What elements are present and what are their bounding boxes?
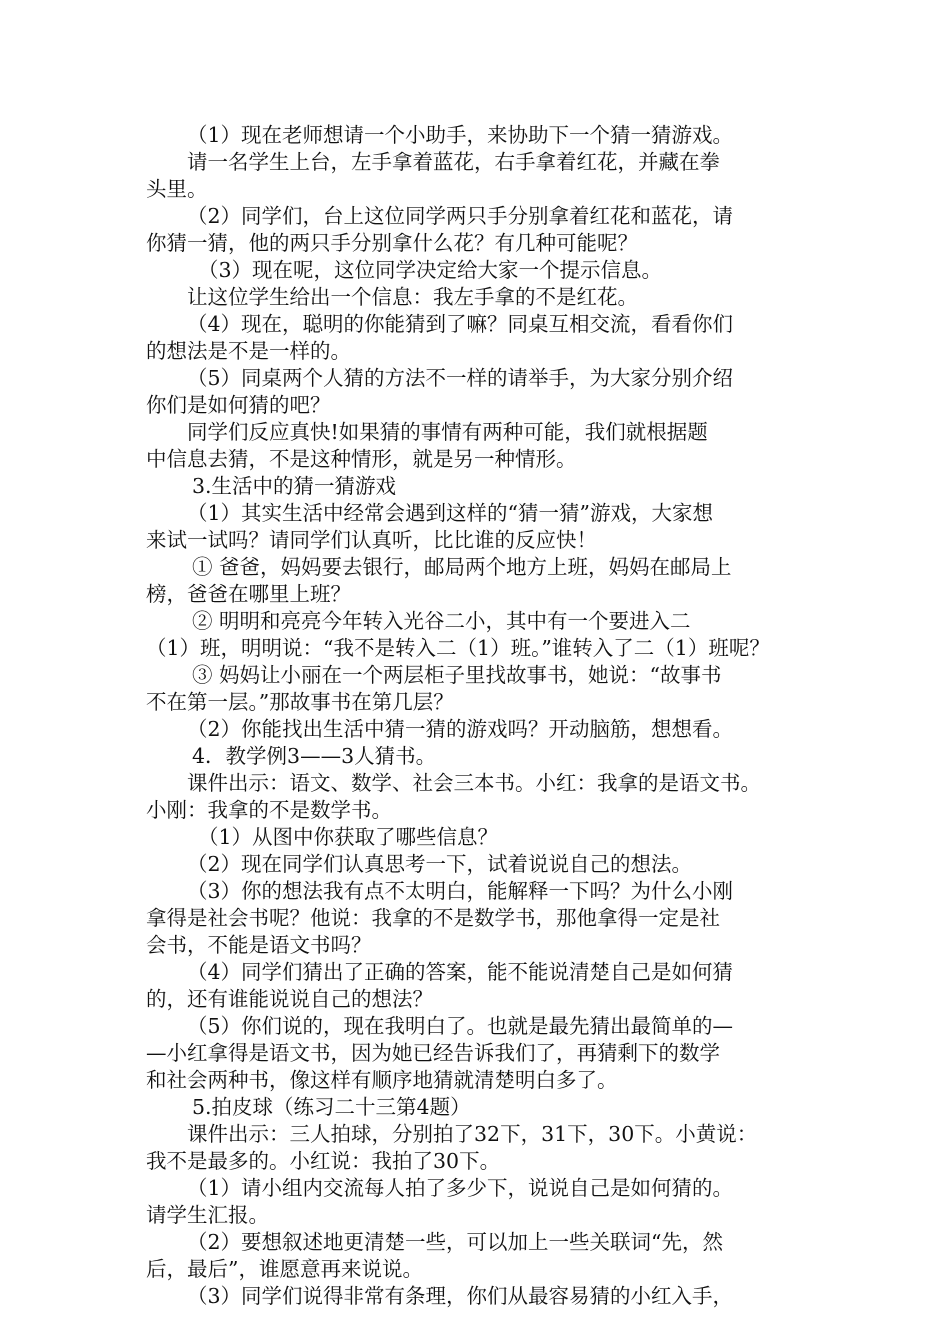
text-line: 来试一试吗？请同学们认真听，比比谁的反应快！ xyxy=(146,528,597,552)
text-line: 小刚：我拿的不是数学书。 xyxy=(146,798,392,822)
text-line: 会书，不能是语文书吗？ xyxy=(146,933,372,957)
text-line: ① 爸爸，妈妈要去银行，邮局两个地方上班，妈妈在邮局上 xyxy=(192,555,732,579)
text-line: （2）同学们，台上这位同学两只手分别拿着红花和蓝花，请 xyxy=(187,204,734,228)
text-line: （3）同学们说得非常有条理，你们从最容易猜的小红入手， xyxy=(187,1284,734,1308)
text-line: （2）要想叙述地更清楚一些，可以加上一些关联词“先，然 xyxy=(187,1230,724,1254)
text-line: 你们是如何猜的吧？ xyxy=(146,393,331,417)
text-line: （1）其实生活中经常会遇到这样的“猜一猜”游戏，大家想 xyxy=(187,501,714,525)
text-line: 的，还有谁能说说自己的想法？ xyxy=(146,987,433,1011)
text-line: 你猜一猜，他的两只手分别拿什么花？有几种可能呢？ xyxy=(146,231,638,255)
text-line: 后，最后”，谁愿意再来说说。 xyxy=(146,1257,423,1281)
text-line: 拿得是社会书呢？他说：我拿的不是数学书，那他拿得一定是社 xyxy=(146,906,720,930)
text-line: 的想法是不是一样的。 xyxy=(146,339,351,363)
text-line: 请学生汇报。 xyxy=(146,1203,269,1227)
text-line: 中信息去猜，不是这种情形，就是另一种情形。 xyxy=(146,447,577,471)
text-line: （4）现在，聪明的你能猜到了嘛？同桌互相交流，看看你们 xyxy=(187,312,734,336)
text-line: 头里。 xyxy=(146,177,208,201)
text-line: 课件出示：语文、数学、社会三本书。小红：我拿的是语文书。 xyxy=(187,771,761,795)
text-line: —小红拿得是语文书，因为她已经告诉我们了，再猜剩下的数学 xyxy=(146,1041,720,1065)
text-line: （5）你们说的，现在我明白了。也就是最先猜出最简单的— xyxy=(187,1014,734,1038)
text-line: ③ 妈妈让小丽在一个两层柜子里找故事书，她说：“故事书 xyxy=(192,663,722,687)
section-heading: 3.生活中的猜一猜游戏 xyxy=(192,474,397,498)
text-line: ② 明明和亮亮今年转入光谷二小，其中有一个要进入二 xyxy=(192,609,691,633)
text-line: （3）你的想法我有点不太明白，能解释一下吗？为什么小刚 xyxy=(187,879,734,903)
lesson-text xyxy=(146,122,814,1310)
text-line: （1）班，明明说：“我不是转入二（1）班。”谁转入了二（1）班呢？ xyxy=(146,636,770,660)
text-line: 让这位学生给出一个信息：我左手拿的不是红花。 xyxy=(187,285,638,309)
text-line: 和社会两种书，像这样有顺序地猜就清楚明白多了。 xyxy=(146,1068,618,1092)
text-line: （2）你能找出生活中猜一猜的游戏吗？开动脑筋，想想看。 xyxy=(187,717,734,741)
section-heading: 4．教学例3——3人猜书。 xyxy=(192,744,437,768)
text-line: 同学们反应真快!如果猜的事情有两种可能，我们就根据题 xyxy=(187,420,708,444)
section-heading: 5.拍皮球（练习二十三第4题） xyxy=(192,1095,471,1119)
text-line: 我不是最多的。小红说：我拍了30下。 xyxy=(146,1149,501,1173)
text-line: 榜，爸爸在哪里上班？ xyxy=(146,582,351,606)
text-line: （1）请小组内交流每人拍了多少下，说说自己是如何猜的。 xyxy=(187,1176,734,1200)
text-line: （1）从图中你获取了哪些信息？ xyxy=(198,825,499,849)
text-line: （2）现在同学们认真思考一下，试着说说自己的想法。 xyxy=(187,852,693,876)
text-line: （1）现在老师想请一个小助手，来协助下一个猜一猜游戏。 xyxy=(187,123,734,147)
text-line: （3）现在呢，这位同学决定给大家一个提示信息。 xyxy=(198,258,663,282)
text-line: （5）同桌两个人猜的方法不一样的请举手，为大家分别介绍 xyxy=(187,366,734,390)
text-line: 不在第一层。”那故事书在第几层？ xyxy=(146,690,454,714)
text-line: （4）同学们猜出了正确的答案，能不能说清楚自己是如何猜 xyxy=(187,960,734,984)
text-line: 课件出示：三人拍球，分别拍了32下，31下，30下。小黄说： xyxy=(187,1122,758,1146)
text-line: 请一名学生上台，左手拿着蓝花，右手拿着红花，并藏在拳 xyxy=(187,150,720,174)
